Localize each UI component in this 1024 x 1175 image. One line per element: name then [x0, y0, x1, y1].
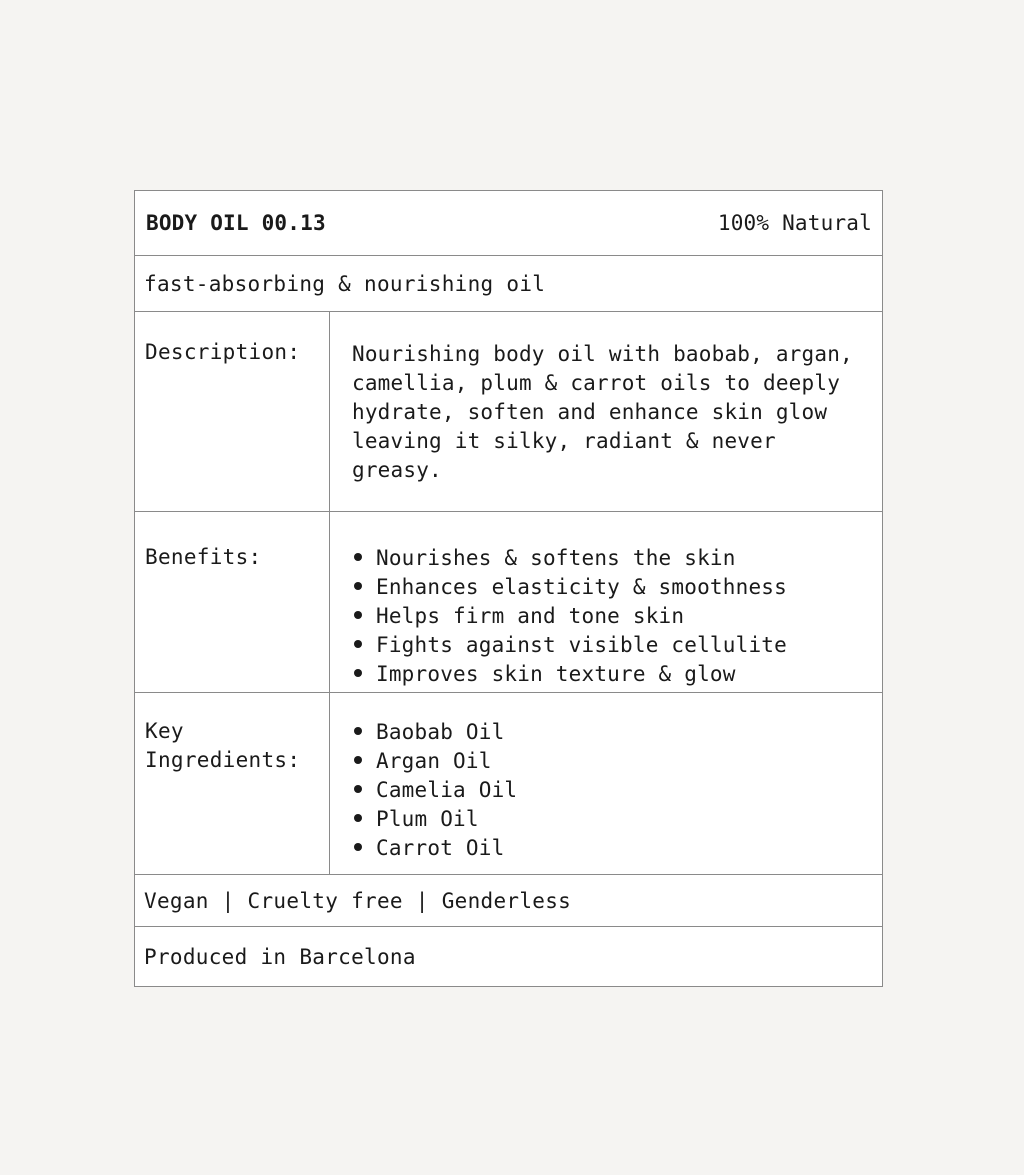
ingredients-label-line: Ingredients:	[145, 748, 301, 772]
benefit-text: Enhances elasticity & smoothness	[376, 575, 787, 599]
origin-row	[135, 927, 882, 986]
natural-tag: 100% Natural	[717, 211, 872, 235]
ingredient-text: Camelia Oil	[376, 778, 518, 802]
bullet-icon	[354, 669, 362, 677]
list-item	[352, 718, 868, 747]
ingredients-list	[352, 718, 868, 863]
ingredient-text: Argan Oil	[376, 749, 492, 773]
list-item	[352, 747, 868, 776]
benefit-text: Fights against visible cellulite	[376, 633, 787, 657]
bullet-icon	[354, 727, 362, 735]
product-label-card	[134, 190, 883, 987]
benefits-content	[330, 512, 882, 692]
description-line: hydrate, soften and enhance skin glow	[352, 400, 828, 424]
bullet-icon	[354, 640, 362, 648]
description-content	[330, 312, 882, 511]
description-row	[135, 312, 882, 512]
description-line: Nourishing body oil with baobab, argan,	[352, 342, 853, 366]
tagline-row	[135, 256, 882, 312]
ingredient-text: Carrot Oil	[376, 836, 505, 860]
description-line: camellia, plum & carrot oils to deeply	[352, 371, 841, 395]
bullet-icon	[354, 814, 362, 822]
bullet-icon	[354, 756, 362, 764]
label-header-row	[135, 191, 882, 256]
benefit-text: Improves skin texture & glow	[376, 662, 736, 686]
list-item	[352, 573, 868, 602]
ingredient-text: Baobab Oil	[376, 720, 505, 744]
description-line: leaving it silky, radiant & never	[352, 429, 776, 453]
attributes-text: Vegan | Cruelty free | Genderless	[144, 888, 572, 913]
ingredients-content	[330, 693, 882, 874]
benefits-list	[352, 544, 868, 689]
bullet-icon	[354, 843, 362, 851]
product-name: BODY OIL 00.13	[146, 211, 326, 235]
bullet-icon	[354, 582, 362, 590]
origin-text: Produced in Barcelona	[144, 944, 416, 969]
list-item	[352, 834, 868, 863]
list-item	[352, 776, 868, 805]
bullet-icon	[354, 785, 362, 793]
ingredient-text: Plum Oil	[376, 807, 479, 831]
list-item	[352, 660, 868, 689]
description-label: Description:	[135, 312, 330, 511]
ingredients-label	[135, 693, 330, 874]
benefit-text: Helps firm and tone skin	[376, 604, 685, 628]
attributes-row	[135, 875, 882, 927]
bullet-icon	[354, 611, 362, 619]
list-item	[352, 544, 868, 573]
list-item	[352, 805, 868, 834]
list-item	[352, 602, 868, 631]
benefits-label: Benefits:	[135, 512, 330, 692]
description-line: greasy.	[352, 458, 442, 482]
ingredients-row	[135, 693, 882, 875]
ingredients-label-line: Key	[145, 719, 184, 743]
benefits-row	[135, 512, 882, 693]
bullet-icon	[354, 553, 362, 561]
benefit-text: Nourishes & softens the skin	[376, 546, 736, 570]
list-item	[352, 631, 868, 660]
tagline-text: fast-absorbing & nourishing oil	[144, 271, 546, 296]
